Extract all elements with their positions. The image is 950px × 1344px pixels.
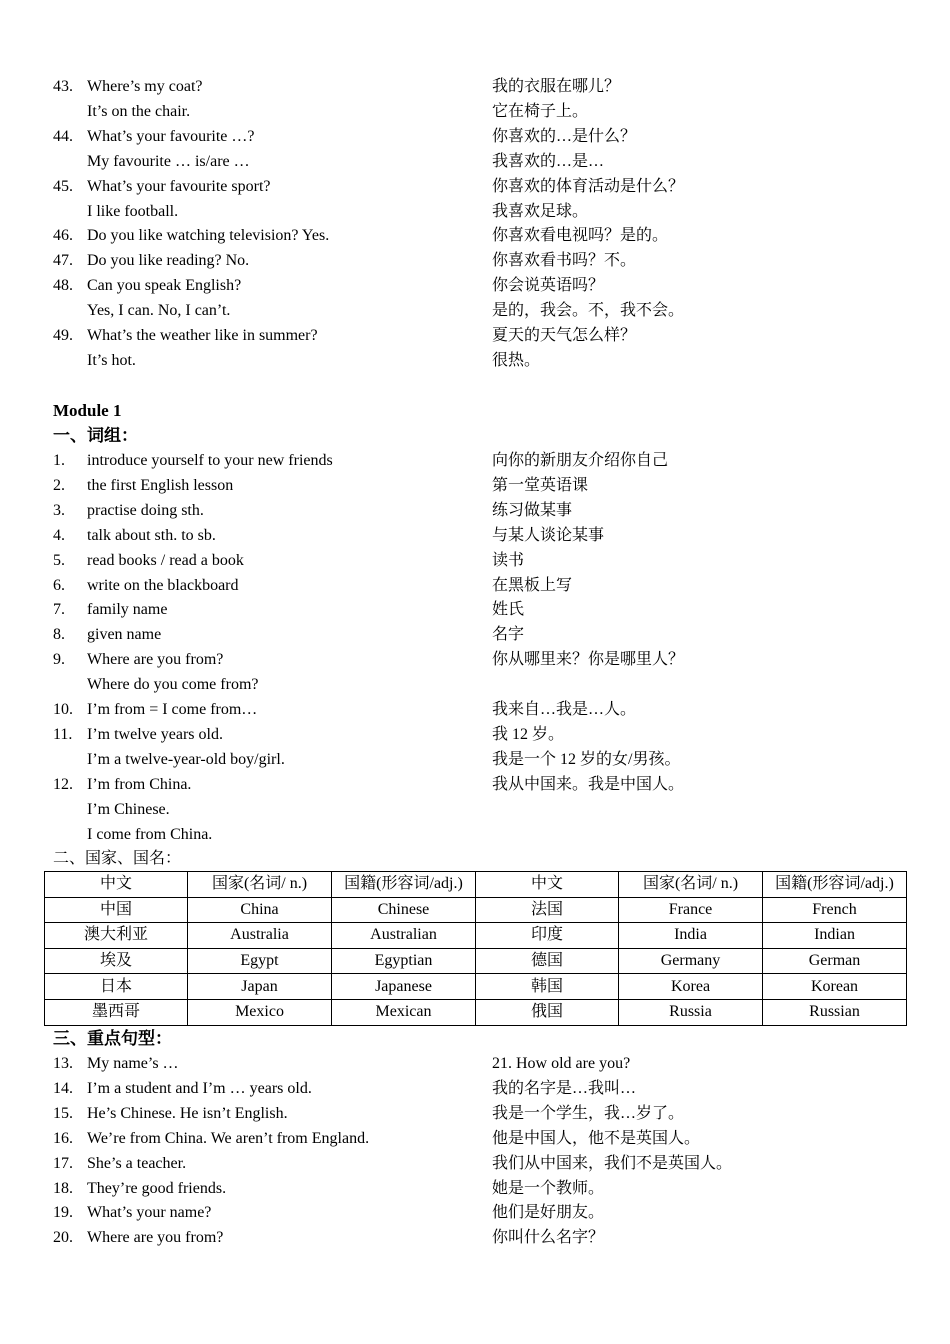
list-item bbox=[0, 647, 950, 672]
english-text: Where’s my coat? bbox=[87, 78, 203, 95]
chinese-text: 你喜欢的…是什么？ bbox=[492, 127, 637, 145]
english-text: Do you like reading? No. bbox=[87, 252, 250, 270]
chinese-text: 练习做某事 bbox=[492, 501, 573, 519]
english-text: She’s a teacher. bbox=[87, 1154, 187, 1172]
table-cell: Germany bbox=[619, 948, 763, 974]
chinese-text: 我是一个 12 岁的女/男孩。 bbox=[492, 750, 681, 768]
table-cell: 俄国 bbox=[476, 999, 619, 1025]
chinese-text: 21. How old are you? bbox=[492, 1055, 631, 1072]
english-text: Where are you from? bbox=[87, 1229, 224, 1247]
chinese-text: 你喜欢的体育活动是什么？ bbox=[492, 177, 685, 195]
english-text: We’re from China. We aren’t from England. bbox=[87, 1129, 370, 1147]
english-text: They’re good friends. bbox=[87, 1179, 227, 1197]
table-cell: India bbox=[619, 923, 763, 949]
list-item bbox=[0, 822, 950, 847]
english-text: I like football. bbox=[87, 202, 179, 220]
chinese-text: 你从哪里来？你是哪里人？ bbox=[492, 651, 685, 669]
table-header-cell: 国籍(形容词/adj.) bbox=[332, 872, 476, 898]
chinese-text: 我喜欢足球。 bbox=[492, 202, 589, 220]
english-text: Can you speak English? bbox=[87, 277, 242, 295]
item-number: 17. bbox=[53, 1154, 73, 1172]
chinese-text: 读书 bbox=[492, 551, 525, 569]
list-item bbox=[0, 1051, 950, 1076]
english-text: read books / read a book bbox=[87, 551, 244, 569]
list-item bbox=[0, 124, 950, 149]
table-header-cell: 国籍(形容词/adj.) bbox=[763, 872, 907, 898]
list-item bbox=[0, 548, 950, 573]
table-cell: Russia bbox=[619, 999, 763, 1025]
list-item bbox=[0, 174, 950, 199]
english-text: family name bbox=[87, 601, 168, 619]
item-number: 9. bbox=[53, 651, 65, 669]
item-number: 43. bbox=[53, 78, 73, 95]
table-row bbox=[45, 974, 907, 1000]
list-item bbox=[0, 722, 950, 747]
table-row bbox=[45, 999, 907, 1025]
list-item bbox=[0, 273, 950, 298]
item-number: 1. bbox=[53, 452, 65, 469]
item-number: 19. bbox=[53, 1204, 73, 1222]
table-header-cell: 国家(名词/ n.) bbox=[619, 872, 763, 898]
list-item bbox=[0, 1126, 950, 1151]
english-text: I’m Chinese. bbox=[87, 800, 170, 818]
item-number: 44. bbox=[53, 127, 73, 145]
english-text: Where are you from? bbox=[87, 651, 224, 669]
table-cell: China bbox=[188, 897, 332, 923]
table-cell: Korean bbox=[763, 974, 907, 1000]
english-text: the first English lesson bbox=[87, 476, 234, 494]
list-item bbox=[0, 1200, 950, 1225]
list-item bbox=[0, 672, 950, 697]
section-title-countries: 二、国家、国名： bbox=[53, 850, 182, 867]
list-item bbox=[0, 747, 950, 772]
table-cell: 法国 bbox=[476, 897, 619, 923]
section-title-phrases: 一、词组： bbox=[53, 426, 138, 445]
table-cell: Mexican bbox=[332, 999, 476, 1025]
list-item bbox=[0, 223, 950, 248]
table-header-row bbox=[45, 872, 907, 898]
chinese-text: 我是一个学生，我…岁了。 bbox=[492, 1104, 685, 1122]
table-cell: Korea bbox=[619, 974, 763, 1000]
table-cell: Japanese bbox=[332, 974, 476, 1000]
item-number: 7. bbox=[53, 601, 65, 619]
english-text: write on the blackboard bbox=[87, 576, 239, 594]
table-cell: Egypt bbox=[188, 948, 332, 974]
table-cell: Russian bbox=[763, 999, 907, 1025]
chinese-text: 他是中国人，他不是英国人。 bbox=[492, 1129, 701, 1147]
chinese-text: 他们是好朋友。 bbox=[492, 1204, 605, 1222]
item-number: 12. bbox=[53, 775, 73, 793]
table-cell: 德国 bbox=[476, 948, 619, 974]
item-number: 45. bbox=[53, 177, 73, 195]
table-header-cell: 中文 bbox=[476, 872, 619, 898]
english-text: What’s your favourite …? bbox=[87, 127, 255, 145]
table-cell: Australia bbox=[188, 923, 332, 949]
chinese-text: 你喜欢看书吗？不。 bbox=[492, 252, 637, 270]
list-item bbox=[0, 1076, 950, 1101]
english-text: He’s Chinese. He isn’t English. bbox=[87, 1104, 288, 1122]
list-item bbox=[0, 448, 950, 473]
chinese-text: 夏天的天气怎么样？ bbox=[492, 327, 637, 344]
table-cell: Egyptian bbox=[332, 948, 476, 974]
list-item bbox=[0, 1225, 950, 1250]
table-row bbox=[45, 897, 907, 923]
table-cell: Indian bbox=[763, 923, 907, 949]
section-title-key-sentences: 三、重点句型： bbox=[53, 1029, 172, 1048]
chinese-text: 它在椅子上。 bbox=[492, 102, 589, 120]
table-cell: German bbox=[763, 948, 907, 974]
table-header-cell: 中文 bbox=[45, 872, 188, 898]
list-item bbox=[0, 149, 950, 174]
country-table bbox=[44, 871, 907, 1026]
english-text: Do you like watching television? Yes. bbox=[87, 227, 330, 245]
english-text: introduce yourself to your new friends bbox=[87, 452, 333, 469]
table-cell: Australian bbox=[332, 923, 476, 949]
item-number: 46. bbox=[53, 227, 73, 245]
item-number: 49. bbox=[53, 327, 73, 344]
list-item bbox=[0, 797, 950, 822]
english-text: What’s your name? bbox=[87, 1204, 212, 1222]
country-table-body bbox=[45, 872, 907, 1026]
chinese-text: 我 12 岁。 bbox=[492, 725, 565, 743]
list-item bbox=[0, 248, 950, 273]
item-number: 20. bbox=[53, 1229, 73, 1247]
english-text: I’m from China. bbox=[87, 775, 192, 793]
list-item bbox=[0, 473, 950, 498]
table-cell: Chinese bbox=[332, 897, 476, 923]
chinese-text: 我的衣服在哪儿？ bbox=[492, 78, 621, 95]
item-number: 8. bbox=[53, 626, 65, 644]
chinese-text: 很热。 bbox=[492, 351, 541, 369]
chinese-text: 姓氏 bbox=[492, 601, 525, 619]
list-item bbox=[0, 573, 950, 598]
chinese-text: 我的名字是…我叫… bbox=[492, 1079, 637, 1097]
english-text: What’s your favourite sport? bbox=[87, 177, 271, 195]
chinese-text: 向你的新朋友介绍你自己 bbox=[492, 452, 669, 469]
english-text: My name’s … bbox=[87, 1055, 179, 1072]
english-text: I’m from = I come from… bbox=[87, 701, 258, 718]
list-item bbox=[0, 498, 950, 523]
english-text: I’m a twelve-year-old boy/girl. bbox=[87, 750, 285, 768]
item-number: 14. bbox=[53, 1079, 73, 1097]
table-cell: French bbox=[763, 897, 907, 923]
item-number: 4. bbox=[53, 526, 65, 544]
chinese-text: 我们从中国来，我们不是英国人。 bbox=[492, 1154, 733, 1172]
list-item bbox=[0, 74, 950, 99]
chinese-text: 我来自…我是…人。 bbox=[492, 701, 637, 718]
english-text: Yes, I can. No, I can’t. bbox=[87, 302, 231, 320]
item-number: 15. bbox=[53, 1104, 73, 1122]
table-cell: 中国 bbox=[45, 897, 188, 923]
chinese-text: 是的，我会。不，我不会。 bbox=[492, 302, 685, 320]
item-number: 11. bbox=[53, 725, 73, 743]
english-text: It’s hot. bbox=[87, 351, 136, 369]
table-cell: 澳大利亚 bbox=[45, 923, 188, 949]
chinese-text: 你喜欢看电视吗？是的。 bbox=[492, 227, 669, 245]
chinese-text: 我喜欢的…是… bbox=[492, 152, 605, 170]
english-text: My favourite … is/are … bbox=[87, 152, 250, 170]
table-row bbox=[45, 948, 907, 974]
english-text: practise doing sth. bbox=[87, 501, 204, 519]
chinese-text: 在黑板上写 bbox=[492, 576, 573, 594]
chinese-text: 你会说英语吗？ bbox=[492, 277, 605, 295]
list-item bbox=[0, 1176, 950, 1201]
item-number: 5. bbox=[53, 551, 65, 569]
list-item bbox=[0, 772, 950, 797]
module-title: Module 1 bbox=[53, 401, 122, 420]
list-item bbox=[0, 323, 950, 348]
table-cell: Mexico bbox=[188, 999, 332, 1025]
chinese-text: 与某人谈论某事 bbox=[492, 526, 605, 544]
item-number: 18. bbox=[53, 1179, 73, 1197]
english-text: I’m a student and I’m … years old. bbox=[87, 1079, 312, 1097]
english-text: Where do you come from? bbox=[87, 676, 259, 694]
table-cell: France bbox=[619, 897, 763, 923]
list-item bbox=[0, 697, 950, 722]
item-number: 47. bbox=[53, 252, 73, 270]
table-header-cell: 国家(名词/ n.) bbox=[188, 872, 332, 898]
item-number: 6. bbox=[53, 576, 65, 594]
list-item bbox=[0, 348, 950, 373]
table-cell: 墨西哥 bbox=[45, 999, 188, 1025]
list-item bbox=[0, 1151, 950, 1176]
item-number: 48. bbox=[53, 277, 73, 295]
english-text: It’s on the chair. bbox=[87, 102, 191, 120]
english-text: talk about sth. to sb. bbox=[87, 526, 216, 544]
chinese-text: 你叫什么名字？ bbox=[492, 1229, 605, 1247]
table-cell: 印度 bbox=[476, 923, 619, 949]
english-text: I come from China. bbox=[87, 825, 213, 843]
chinese-text: 第一堂英语课 bbox=[492, 476, 589, 494]
table-cell: Japan bbox=[188, 974, 332, 1000]
list-item bbox=[0, 298, 950, 323]
chinese-text: 我从中国来。我是中国人。 bbox=[492, 775, 685, 793]
table-cell: 埃及 bbox=[45, 948, 188, 974]
list-item bbox=[0, 99, 950, 124]
list-item bbox=[0, 597, 950, 622]
item-number: 3. bbox=[53, 501, 65, 519]
english-text: What’s the weather like in summer? bbox=[87, 327, 318, 344]
list-item bbox=[0, 523, 950, 548]
item-number: 10. bbox=[53, 701, 73, 718]
chinese-text: 名字 bbox=[492, 626, 525, 644]
item-number: 2. bbox=[53, 476, 65, 494]
list-item bbox=[0, 622, 950, 647]
chinese-text: 她是一个教师。 bbox=[492, 1179, 605, 1197]
table-row bbox=[45, 923, 907, 949]
list-item bbox=[0, 199, 950, 224]
english-text: I’m twelve years old. bbox=[87, 725, 223, 743]
list-item bbox=[0, 1101, 950, 1126]
item-number: 13. bbox=[53, 1055, 73, 1072]
table-cell: 日本 bbox=[45, 974, 188, 1000]
item-number: 16. bbox=[53, 1129, 73, 1147]
english-text: given name bbox=[87, 626, 162, 644]
table-cell: 韩国 bbox=[476, 974, 619, 1000]
